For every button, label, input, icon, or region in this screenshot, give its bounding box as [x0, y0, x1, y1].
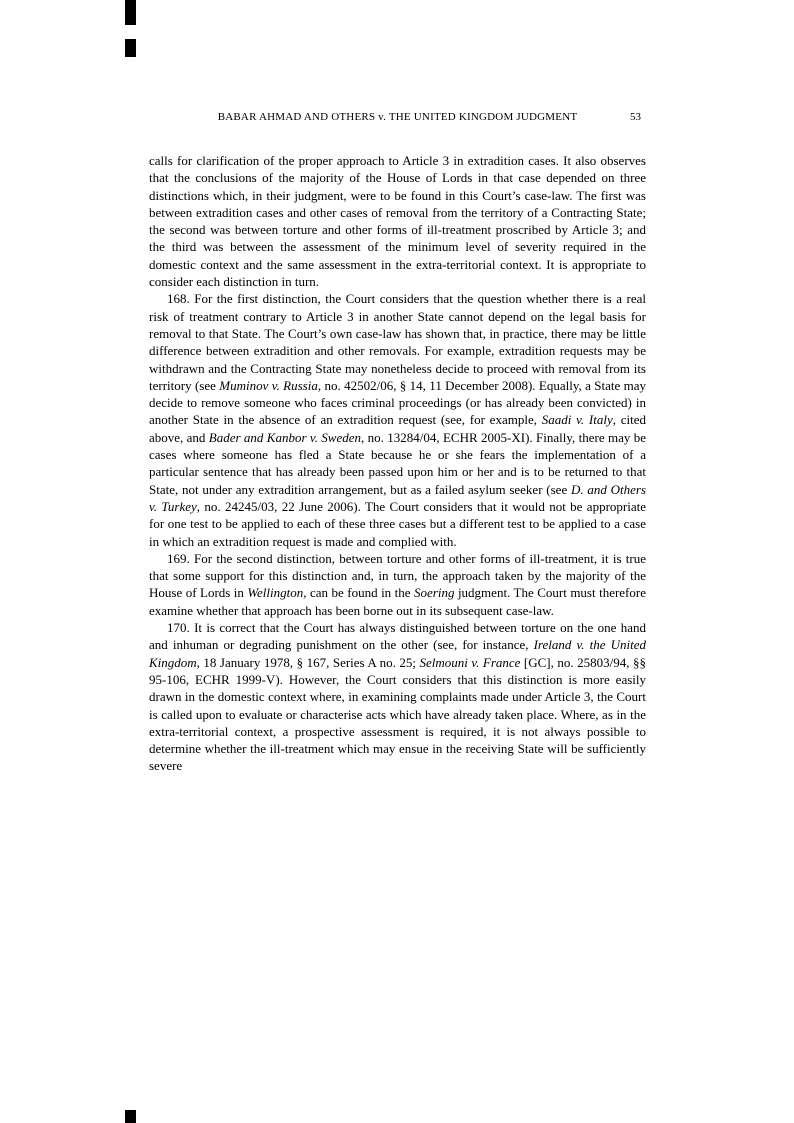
case-citation: Saadi v. Italy [541, 412, 613, 428]
case-citation: Selmouni v. France [419, 654, 521, 670]
paragraph [149, 152, 646, 290]
text-run: , no. 13284/04, ECHR 2005-XI). Finally, there may be cases where someone has fled a State because he or she fears the implementation of a particular sentence that has already been passed upon him or her and is to be returned to that State, not under any extradition arrangement, but as a failed asylum seeker (see [149, 429, 646, 497]
text-run: , 18 January 1978, § 167, Series A no. 25; [196, 654, 420, 670]
running-header [149, 111, 646, 124]
text-run: judgment. The Court must therefore examine whether that approach has been borne out in its subsequent case-law. [149, 585, 646, 618]
text-run: 170. It is correct that the Court has always distinguished between torture on the one hand and inhuman or degrading punishment on the other (see, for instance, [149, 620, 646, 653]
text-run: 169. For the second distinction, between torture and other forms of ill-treatment, it is true that some support for this distinction and, in turn, the approach taken by the majority of the House of Lords in [149, 550, 646, 601]
case-citation: Wellington [247, 585, 304, 601]
page-number: 53 [630, 111, 641, 123]
paragraph [149, 550, 646, 619]
text-run: , no. 24245/03, 22 June 2006). The Court considers that it would not be appropriate for one test to be applied to each of these three cases but a different test to be applied to a case in which an extradition request is made and complied with. [149, 498, 647, 549]
text-run: calls for clarification of the proper approach to Article 3 in extradition cases. It also observes that the conclusions of the majority of the House of Lords in that case depended on three distinctions which, in their judgment, were to be found in this Court’s case-law. The first was between extradition cases and other cases of removal from the territory of a Contracting State; the second was between torture and other forms of ill-treatment proscribed by Article 3; and the third was between the assessment of the minimum level of severity required in the domestic context and the same assessment in the extra-territorial context. It is appropriate to consider each distinction in turn. [149, 153, 646, 290]
paragraph [149, 290, 646, 549]
text-run: , can be found in the [303, 585, 415, 601]
header-title: BABAR AHMAD AND OTHERS v. THE UNITED KINGDOM JUDGMENT [217, 111, 578, 123]
case-citation: D. and Others v. Turkey [149, 481, 646, 514]
text-run: 168. For the first distinction, the Court considers that the question whether there is a real risk of treatment contrary to Article 3 in another State cannot depend on the legal basis for removal to that State. The Court’s own case-law has shown that, in practice, there may be little difference between extradition and other removals. For example, extradition requests may be withdrawn and the Contracting State may nonetheless decide to proceed with removal from its territory (see [149, 291, 646, 393]
binding-mark-bottom [125, 1110, 136, 1123]
binding-mark-top-2 [125, 39, 136, 57]
case-citation: Soering [414, 585, 455, 601]
text-run: [GC], no. 25803/94, §§ 95-106, ECHR 1999-V). However, the Court considers that this distinction is more easily drawn in the domestic context where, in examining complaints made under Article 3, the Court is called upon to evaluate or characterise acts which have already taken place. Where, as in the extra-territorial context, a prospective assessment is required, it is not always possible to determine whether the ill-treatment which may ensue in the receiving State will be sufficiently severe [149, 654, 646, 774]
binding-mark-top-1 [125, 0, 136, 25]
text-run: , cited above, and [149, 412, 647, 445]
case-citation: Muminov v. Russia [219, 377, 318, 393]
case-citation: Bader and Kanbor v. Sweden [208, 429, 362, 445]
text-run: , no. 42502/06, § 14, 11 December 2008). Equally, a State may decide to remove someone who faces criminal proceedings (or has already been convicted) in another State in the absence of an extradition request (see, for example, [149, 377, 647, 428]
case-citation: Ireland v. the United Kingdom [149, 637, 646, 670]
paragraph [149, 619, 646, 775]
document-body [149, 152, 646, 775]
